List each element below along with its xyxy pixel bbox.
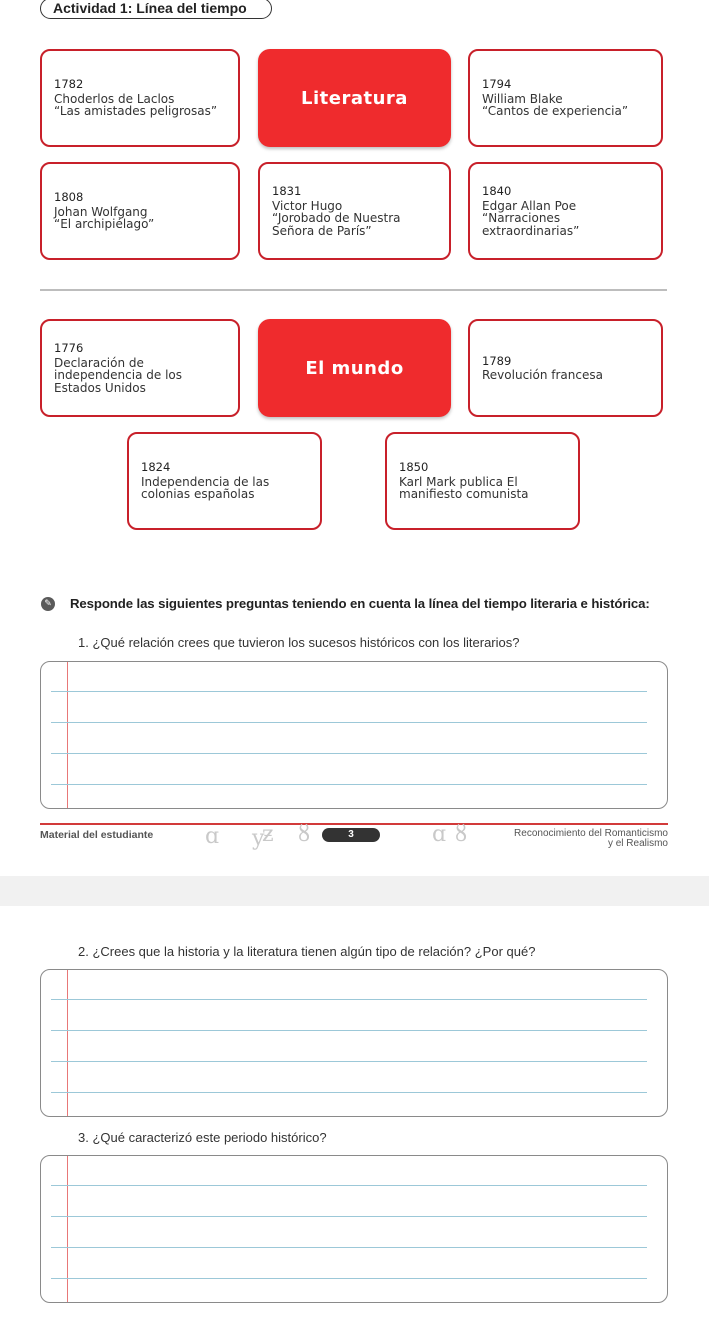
answer-box-1[interactable] bbox=[40, 661, 668, 809]
question-3: 3. ¿Qué caracterizó este periodo histórico? bbox=[78, 1130, 327, 1145]
writing-line bbox=[51, 1216, 647, 1217]
writing-line bbox=[51, 1061, 647, 1062]
event-line: Revolución francesa bbox=[482, 368, 603, 382]
event-line: Independencia de las bbox=[141, 474, 270, 489]
event-line: Victor Hugo bbox=[272, 198, 343, 213]
decorative-glyph: y bbox=[252, 826, 265, 851]
event-year: 1824 bbox=[141, 460, 171, 475]
page-break bbox=[0, 876, 709, 906]
event-line: Señora de París” bbox=[272, 223, 372, 238]
writing-line bbox=[51, 1185, 647, 1186]
footer-unit bbox=[440, 829, 668, 849]
decorative-glyph: ȣ bbox=[298, 822, 311, 847]
event-line: William Blake bbox=[482, 91, 563, 106]
event-line: Karl Mark publica El bbox=[399, 474, 518, 489]
event-year: 1840 bbox=[482, 184, 512, 198]
event-year: 1782 bbox=[54, 77, 84, 92]
world-event-1850 bbox=[385, 432, 580, 530]
writing-line bbox=[51, 1092, 647, 1093]
event-year: 1808 bbox=[54, 190, 84, 205]
event-year: 1831 bbox=[272, 184, 302, 198]
writing-line bbox=[51, 999, 647, 1000]
event-year: 1789 bbox=[482, 353, 512, 368]
event-year: 1794 bbox=[482, 77, 512, 92]
event-line: Johan Wolfgang bbox=[54, 204, 148, 219]
question-1: 1. ¿Qué relación crees que tuvieron los sucesos históricos con los literarios? bbox=[78, 635, 520, 650]
lit-event-1794 bbox=[468, 49, 663, 147]
world-event-1776 bbox=[40, 319, 240, 417]
writing-line bbox=[51, 753, 647, 754]
lit-event-1808 bbox=[40, 162, 240, 260]
literatura-hub: Literatura bbox=[258, 49, 451, 147]
event-line: Choderlos de Laclos bbox=[54, 91, 175, 106]
footer-material: Material del estudiante bbox=[40, 829, 154, 841]
writing-line bbox=[51, 722, 647, 723]
event-year: 1776 bbox=[54, 341, 84, 355]
activity-title: Actividad 1: Línea del tiempo bbox=[40, 0, 272, 19]
question-2: 2. ¿Crees que la historia y la literatura tienen algún tipo de relación? ¿Por qué? bbox=[78, 944, 536, 959]
writing-line bbox=[51, 784, 647, 785]
lit-event-1831 bbox=[258, 162, 451, 260]
event-line: Declaración de bbox=[54, 355, 144, 370]
world-event-1824 bbox=[127, 432, 322, 530]
page-number: 3 bbox=[322, 828, 380, 842]
answer-box-3[interactable] bbox=[40, 1155, 668, 1303]
pencil-icon: ✎ bbox=[41, 597, 55, 611]
event-line: extraordinarias” bbox=[482, 223, 580, 238]
mundo-hub: El mundo bbox=[258, 319, 451, 417]
writing-line bbox=[51, 1030, 647, 1031]
lit-event-1840 bbox=[468, 162, 663, 260]
lit-event-1782 bbox=[40, 49, 240, 147]
answer-box-2[interactable] bbox=[40, 969, 668, 1117]
writing-line bbox=[51, 1278, 647, 1279]
instruction-text: Responde las siguientes preguntas teniendo en cuenta la línea del tiempo literaria e histórica: bbox=[70, 596, 650, 611]
writing-line bbox=[51, 691, 647, 692]
event-line: “El archipiélago” bbox=[54, 217, 155, 232]
margin-line bbox=[67, 662, 68, 808]
event-line: Estados Unidos bbox=[54, 380, 146, 395]
writing-line bbox=[51, 1247, 647, 1248]
decorative-glyph: ȣ bbox=[455, 822, 468, 847]
event-line: “Cantos de experiencia” bbox=[482, 104, 629, 119]
footer-unit-line2: y el Realismo bbox=[607, 838, 668, 849]
margin-line bbox=[67, 970, 68, 1116]
event-line: colonias españolas bbox=[141, 487, 255, 502]
event-line: manifiesto comunista bbox=[399, 487, 529, 502]
decorative-glyph: ɑ bbox=[205, 824, 220, 849]
footer-rule bbox=[40, 823, 668, 825]
event-line: “Narraciones bbox=[482, 211, 561, 225]
decorative-glyph: ɑ bbox=[432, 822, 447, 847]
event-year: 1850 bbox=[399, 460, 429, 475]
event-line: Edgar Allan Poe bbox=[482, 198, 577, 213]
decorative-glyph: ƶ bbox=[262, 822, 274, 847]
margin-line bbox=[67, 1156, 68, 1302]
section-divider bbox=[40, 289, 667, 291]
footer-unit-line1: Reconocimiento del Romanticismo bbox=[514, 828, 668, 839]
event-line: “Las amistades peligrosas” bbox=[54, 104, 218, 119]
event-line: “Jorobado de Nuestra bbox=[272, 211, 401, 225]
world-event-1789 bbox=[468, 319, 663, 417]
event-line: independencia de los bbox=[54, 368, 182, 382]
